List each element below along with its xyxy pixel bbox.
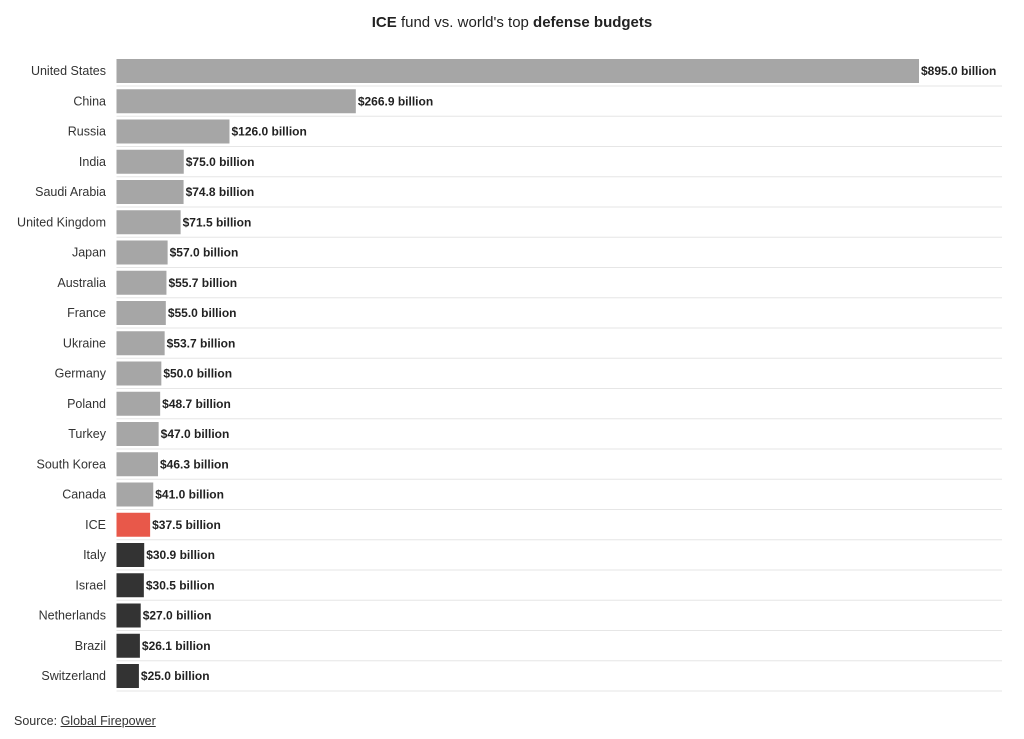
value-label-ice: $37.5 billion	[152, 517, 221, 532]
value-label-china: $266.9 billion	[357, 94, 434, 109]
bar-japan[interactable]	[117, 241, 168, 265]
category-label-ukraine: Ukraine	[62, 336, 106, 351]
value-label-saudi-arabia: $74.8 billion	[185, 185, 255, 199]
category-label-switzerland: Switzerland	[41, 669, 106, 683]
bar-south-korea[interactable]	[117, 452, 159, 476]
category-label-china: China	[73, 94, 106, 109]
bar-france[interactable]	[117, 301, 166, 325]
category-label-japan: Japan	[71, 245, 106, 260]
value-label-poland: $48.7 billion	[162, 396, 231, 411]
value-label-switzerland: $25.0 billion	[140, 669, 210, 683]
bar-netherlands[interactable]	[117, 604, 141, 628]
value-label-turkey: $47.0 billion	[160, 427, 230, 441]
category-label-turkey: Turkey	[68, 427, 106, 441]
bar-russia[interactable]	[117, 120, 230, 144]
bars	[117, 59, 920, 688]
category-label-saudi-arabia: Saudi Arabia	[35, 185, 106, 199]
category-label-russia: Russia	[67, 124, 106, 139]
value-label-germany: $50.0 billion	[163, 366, 233, 381]
value-label-united-kingdom: $71.5 billion	[182, 215, 252, 230]
value-label-south-korea: $46.3 billion	[160, 457, 229, 472]
value-label-russia: $126.0 billion	[231, 124, 307, 139]
category-label-india: India	[78, 154, 106, 169]
bar-ice[interactable]	[117, 513, 151, 537]
value-label-brazil: $26.1 billion	[141, 638, 211, 653]
category-label-canada: Canada	[62, 487, 106, 502]
category-label-france: France	[67, 306, 106, 320]
category-label-united-states: United States	[30, 64, 106, 78]
bar-china[interactable]	[117, 89, 356, 113]
category-label-italy: Italy	[83, 548, 106, 562]
category-label-brazil: Brazil	[74, 638, 106, 653]
bar-italy[interactable]	[117, 543, 145, 567]
value-labels	[141, 64, 996, 683]
bar-turkey[interactable]	[117, 422, 159, 446]
bar-israel[interactable]	[117, 573, 144, 597]
bar-switzerland[interactable]	[117, 664, 139, 688]
source-note	[14, 714, 156, 728]
category-label-poland: Poland	[67, 396, 106, 411]
source-link[interactable]: Global Firepower	[60, 714, 156, 728]
chart-title-defense-budgets: defense budgets	[533, 14, 653, 31]
value-label-israel: $30.5 billion	[145, 578, 215, 593]
category-label-germany: Germany	[54, 366, 106, 381]
source-prefix: Source:	[14, 714, 61, 728]
bar-united-kingdom[interactable]	[117, 210, 181, 234]
bar-united-states[interactable]	[117, 59, 920, 83]
value-label-india: $75.0 billion	[185, 154, 255, 169]
value-label-italy: $30.9 billion	[146, 548, 215, 562]
bar-canada[interactable]	[117, 483, 154, 507]
bar-germany[interactable]	[117, 362, 162, 386]
gridlines	[117, 86, 1003, 691]
bar-india[interactable]	[117, 150, 184, 174]
value-label-united-states: $895.0 billion	[921, 64, 997, 78]
category-label-united-kingdom: United Kingdom	[17, 215, 106, 230]
value-label-netherlands: $27.0 billion	[142, 608, 212, 623]
category-label-south-korea: South Korea	[36, 457, 106, 472]
chart-title-ice: ICE	[371, 14, 397, 31]
value-label-canada: $41.0 billion	[155, 487, 224, 502]
category-label-australia: Australia	[57, 275, 106, 290]
chart-title-middle: fund vs. world's top	[396, 14, 534, 31]
category-label-netherlands: Netherlands	[38, 608, 106, 623]
value-label-france: $55.0 billion	[167, 306, 237, 320]
value-label-japan: $57.0 billion	[169, 245, 239, 260]
bar-poland[interactable]	[117, 392, 161, 416]
bar-australia[interactable]	[117, 271, 167, 295]
category-labels	[17, 64, 107, 683]
value-label-australia: $55.7 billion	[168, 275, 238, 290]
category-label-ice: ICE	[85, 517, 106, 532]
category-label-israel: Israel	[75, 578, 106, 593]
bar-brazil[interactable]	[117, 634, 140, 658]
bar-ukraine[interactable]	[117, 331, 165, 355]
value-label-ukraine: $53.7 billion	[166, 336, 236, 351]
bar-saudi-arabia[interactable]	[117, 180, 184, 204]
